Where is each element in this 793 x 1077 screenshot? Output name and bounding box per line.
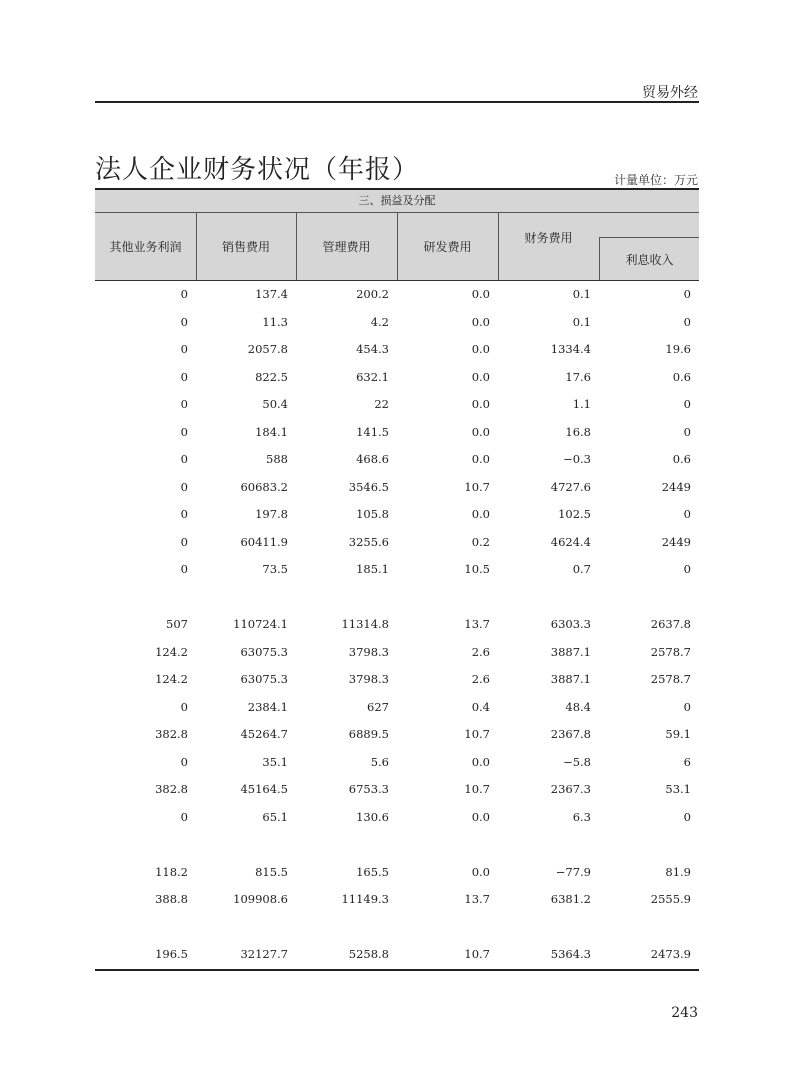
table-cell: 0.0: [471, 507, 490, 521]
table-cell: 2367.8: [550, 727, 591, 741]
table-cell: 0: [180, 397, 188, 411]
table-cell: 3546.5: [348, 479, 389, 494]
table-cell: 4.2: [370, 314, 389, 329]
table-spacer-row: [95, 831, 699, 859]
table-cell: 0.2: [471, 534, 490, 549]
table-cell: 6889.5: [348, 727, 389, 741]
table-cell: 16.8: [565, 424, 591, 439]
table-cell: 1.1: [572, 397, 591, 411]
table-cell: 63075.3: [240, 672, 288, 686]
table-cell: 6303.3: [550, 617, 591, 631]
table-row: [95, 364, 699, 392]
table-cell: 124.2: [155, 672, 188, 686]
table-cell: 141.5: [356, 424, 389, 439]
table-cell: 507: [166, 617, 188, 631]
table-cell: 0.0: [471, 287, 490, 301]
column-header-rd-expenses: 研发费用: [423, 240, 472, 254]
table-cell: 0: [180, 562, 188, 576]
table-cell: 60683.2: [240, 479, 288, 494]
page-number: 243: [671, 1005, 698, 1021]
page-title: 法人企业财务状况（年报）: [95, 155, 420, 186]
table-cell: 0: [683, 809, 691, 824]
table-spacer-row: [95, 914, 699, 942]
table-spacer-row: [95, 584, 699, 612]
table-cell: 3798.3: [348, 672, 389, 686]
table-row: [95, 446, 699, 474]
table-cell: 0: [180, 754, 188, 769]
table-cell: 0: [683, 397, 691, 411]
table-row: [95, 281, 699, 309]
table-cell: 13.7: [464, 617, 490, 631]
table-cell: 45264.7: [240, 727, 288, 741]
table-cell: 0: [683, 287, 691, 301]
table-cell: 0: [683, 507, 691, 521]
table-cell: 6753.3: [348, 782, 389, 796]
table-cell: 2473.9: [650, 947, 691, 961]
table-cell: 3255.6: [348, 534, 389, 549]
table-cell: 0.6: [672, 369, 691, 384]
table-cell: 130.6: [356, 809, 389, 824]
table-cell: 165.5: [356, 864, 389, 879]
table-cell: 32127.7: [240, 947, 288, 961]
table-cell: 4727.6: [550, 479, 591, 494]
table-row: [95, 886, 699, 914]
table-row: [95, 859, 699, 887]
table-cell: 73.5: [262, 562, 288, 576]
table-cell: 2578.7: [650, 672, 691, 686]
table-row: [95, 501, 699, 529]
table-cell: −77.9: [555, 864, 591, 879]
table-cell: 0.0: [471, 397, 490, 411]
table-row: [95, 941, 699, 969]
table-cell: 10.7: [464, 727, 490, 741]
table-cell: 53.1: [665, 782, 691, 796]
table-cell: 3798.3: [348, 644, 389, 659]
table-cell: 0: [180, 809, 188, 824]
table-cell: 0.0: [471, 314, 490, 329]
table-cell: 0: [180, 424, 188, 439]
table-cell: 184.1: [255, 424, 288, 439]
unit-label: 计量单位：万元: [613, 173, 698, 187]
table-row: [95, 749, 699, 777]
table-cell: −0.3: [563, 452, 591, 466]
table-cell: 632.1: [356, 369, 389, 384]
table-row: [95, 309, 699, 337]
table-cell: 110724.1: [233, 617, 288, 631]
table-cell: 0.0: [471, 809, 490, 824]
table-cell: 1334.4: [550, 342, 591, 356]
table-cell: 0.0: [471, 342, 490, 356]
table-cell: 6381.2: [550, 892, 591, 906]
table-cell: 0: [683, 562, 691, 576]
table-cell: 2637.8: [650, 617, 691, 631]
table-cell: 0.0: [471, 424, 490, 439]
table-cell: 0.4: [471, 699, 490, 714]
table-cell: 10.7: [464, 479, 490, 494]
table-cell: 109908.6: [233, 892, 288, 906]
table-row: [95, 666, 699, 694]
table-cell: 388.8: [155, 892, 188, 906]
table-cell: 59.1: [665, 727, 691, 741]
table-cell: 0: [180, 507, 188, 521]
table-cell: 2.6: [471, 644, 490, 659]
table-cell: 588: [266, 452, 288, 466]
table-cell: 6.3: [572, 809, 591, 824]
table-cell: 81.9: [665, 864, 691, 879]
table-row: [95, 639, 699, 667]
table-cell: 200.2: [356, 287, 389, 301]
table-cell: 196.5: [155, 947, 188, 961]
table-cell: 10.7: [464, 947, 490, 961]
table-cell: 0.0: [471, 369, 490, 384]
column-header-finance-expenses: 财务费用: [524, 230, 573, 245]
column-header-admin-expenses: 管理费用: [322, 240, 371, 254]
table-row: [95, 336, 699, 364]
table-cell: 35.1: [262, 754, 288, 769]
table-cell: 118.2: [155, 864, 188, 879]
table-cell: 5.6: [370, 754, 389, 769]
table-row: [95, 419, 699, 447]
column-header-interest-income: 利息收入: [599, 237, 699, 280]
table-row: [95, 721, 699, 749]
table-cell: 0: [180, 452, 188, 466]
table-cell: 0: [683, 699, 691, 714]
table-cell: 382.8: [155, 727, 188, 741]
table-cell: 124.2: [155, 644, 188, 659]
table-cell: 60411.9: [240, 534, 288, 549]
table-cell: 11.3: [262, 314, 288, 329]
table-cell: 65.1: [262, 809, 288, 824]
table-cell: 2449: [661, 534, 691, 549]
table-cell: 0: [180, 314, 188, 329]
table-cell: 0: [180, 287, 188, 301]
table-cell: 2449: [661, 479, 691, 494]
header-rule: [95, 101, 699, 103]
financial-table: [95, 188, 699, 969]
table-cell: 50.4: [262, 397, 288, 411]
column-header-row: [95, 213, 699, 281]
table-cell: 3887.1: [550, 644, 591, 659]
column-header-other-business-profit: 其他业务利润: [109, 240, 182, 254]
table-cell: 4624.4: [550, 534, 591, 549]
table-cell: 0: [683, 424, 691, 439]
table-cell: 2578.7: [650, 644, 691, 659]
table-cell: 22: [374, 397, 389, 411]
table-row: [95, 776, 699, 804]
table-row: [95, 611, 699, 639]
table-cell: 10.5: [464, 562, 490, 576]
table-row: [95, 556, 699, 584]
table-cell: 0.1: [572, 287, 591, 301]
table-cell: 197.8: [255, 507, 288, 521]
table-cell: 5364.3: [550, 947, 591, 961]
table-cell: −5.8: [563, 754, 591, 769]
table-cell: 0: [180, 369, 188, 384]
table-row: [95, 474, 699, 502]
table-cell: 627: [367, 699, 389, 714]
running-header-section: 贸易外经: [642, 85, 698, 101]
table-cell: 0: [180, 534, 188, 549]
table-cell: 63075.3: [240, 644, 288, 659]
table-cell: 3887.1: [550, 672, 591, 686]
table-cell: 13.7: [464, 892, 490, 906]
table-cell: 454.3: [356, 342, 389, 356]
table-cell: 468.6: [356, 452, 389, 466]
table-band-header: 三、损益及分配: [95, 190, 699, 213]
table-cell: 137.4: [255, 287, 288, 301]
table-cell: 0.0: [471, 864, 490, 879]
table-cell: 5258.8: [348, 947, 389, 961]
table-cell: 822.5: [255, 369, 288, 384]
table-cell: 0: [180, 342, 188, 356]
table-cell: 11149.3: [341, 892, 389, 906]
table-cell: 815.5: [255, 864, 288, 879]
table-cell: 0: [683, 314, 691, 329]
table-body: [95, 281, 699, 969]
table-cell: 0: [180, 479, 188, 494]
table-row: [95, 529, 699, 557]
table-cell: 0.1: [572, 314, 591, 329]
table-cell: 45164.5: [240, 782, 288, 796]
column-header-selling-expenses: 销售费用: [221, 240, 270, 254]
table-cell: 0.6: [672, 452, 691, 466]
table-cell: 10.7: [464, 782, 490, 796]
table-cell: 2057.8: [247, 342, 288, 356]
table-cell: 0.0: [471, 754, 490, 769]
table-cell: 2384.1: [247, 699, 288, 714]
table-cell: 185.1: [356, 562, 389, 576]
table-cell: 6: [683, 754, 691, 769]
table-row: [95, 694, 699, 722]
table-cell: 2.6: [471, 672, 490, 686]
table-row: [95, 391, 699, 419]
table-cell: 17.6: [565, 369, 591, 384]
table-cell: 0.0: [471, 452, 490, 466]
table-cell: 19.6: [665, 342, 691, 356]
table-cell: 102.5: [558, 507, 591, 521]
table-cell: 2555.9: [650, 892, 691, 906]
table-cell: 0: [180, 699, 188, 714]
table-cell: 11314.8: [341, 617, 389, 631]
table-cell: 48.4: [565, 699, 591, 714]
table-bottom-rule: [95, 969, 699, 971]
table-row: [95, 804, 699, 832]
table-cell: 2367.3: [550, 782, 591, 796]
table-cell: 0.7: [572, 562, 591, 576]
table-cell: 382.8: [155, 782, 188, 796]
table-cell: 105.8: [356, 507, 389, 521]
